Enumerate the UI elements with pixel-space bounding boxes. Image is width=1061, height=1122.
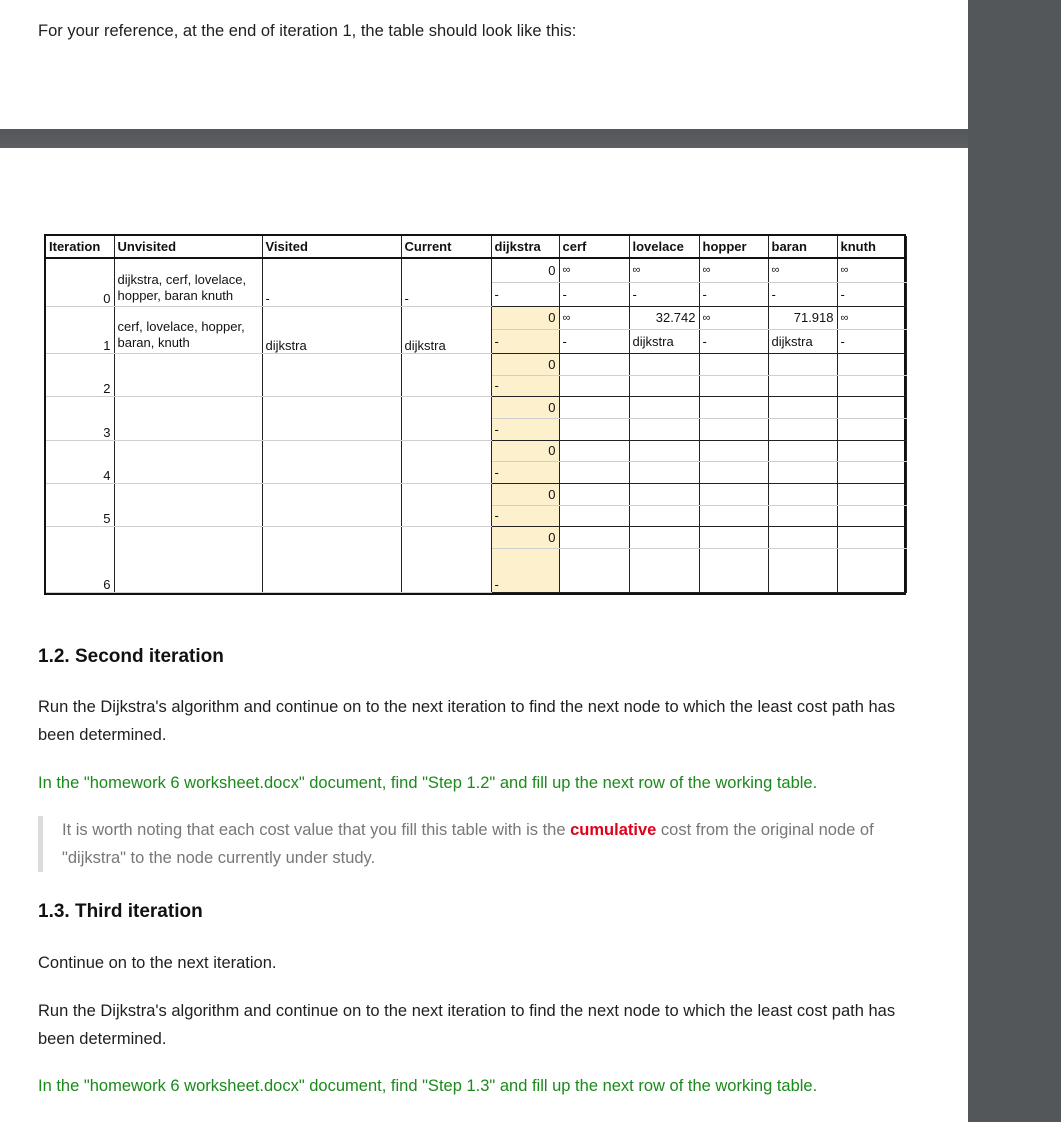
section-2-body: Run the Dijkstra's algorithm and continue on to the next iteration to find the next node to which the least cost path has been determined. xyxy=(38,698,896,744)
section-3-continue: Continue on to the next iteration. xyxy=(38,954,277,972)
section-3-body: Run the Dijkstra's algorithm and continue on to the next iteration to find the next node to which the least cost path has been determined. xyxy=(38,1002,896,1048)
note-text-before: It is worth noting that each cost value that you fill this table with is the xyxy=(62,821,571,839)
unvisited-cell xyxy=(114,440,262,483)
dijkstra-cost: 0 xyxy=(491,483,559,505)
section-heading-2: 1.2. Second iteration xyxy=(38,646,224,667)
current-cell: dijkstra xyxy=(401,306,491,353)
knuth-cost: ∞ xyxy=(837,258,906,282)
header-iteration: Iteration xyxy=(46,236,114,258)
knuth-cost: ∞ xyxy=(837,306,906,330)
table-header-row xyxy=(46,236,906,258)
dijkstra-cost: 0 xyxy=(491,397,559,419)
dijkstra-prev: - xyxy=(491,282,559,306)
unvisited-cell xyxy=(114,306,262,353)
dijkstra-cost: 0 xyxy=(491,440,559,462)
header-knuth: knuth xyxy=(837,236,906,258)
unvisited-line: cerf, lovelace, hopper, xyxy=(117,318,245,334)
table-row xyxy=(46,353,906,375)
lovelace-cost: ∞ xyxy=(629,258,699,282)
iteration-cell: 1 xyxy=(46,306,114,353)
table-row xyxy=(46,440,906,462)
visited-cell xyxy=(262,440,401,483)
dijkstra-prev: - xyxy=(491,375,559,397)
header-hopper: hopper xyxy=(699,236,768,258)
current-cell xyxy=(401,483,491,526)
note-text-after: cost from the original node of "dijkstra" to the node currently under study. xyxy=(62,821,874,867)
unvisited-cell xyxy=(114,483,262,526)
section-heading-3: 1.3. Third iteration xyxy=(38,901,203,922)
unvisited-line: dijkstra, cerf, lovelace, xyxy=(117,271,247,287)
iteration-cell: 0 xyxy=(46,258,114,306)
dijkstra-prev: - xyxy=(491,418,559,440)
iteration-cell: 5 xyxy=(46,483,114,526)
unvisited-cell xyxy=(114,397,262,440)
page-bottom xyxy=(0,148,968,1122)
dijkstra-cost: 0 xyxy=(491,527,559,549)
iteration-cell: 2 xyxy=(46,353,114,396)
dijkstra-prev: - xyxy=(491,549,559,593)
cumulative-note xyxy=(38,816,922,872)
table-row xyxy=(46,258,906,282)
current-cell: - xyxy=(401,258,491,306)
baran-prev: - xyxy=(768,282,837,306)
visited-cell xyxy=(262,353,401,396)
table-row xyxy=(46,527,906,549)
baran-cost: 71.918 xyxy=(768,306,837,330)
unvisited-cell xyxy=(114,258,262,306)
header-cerf: cerf xyxy=(559,236,629,258)
baran-cost: ∞ xyxy=(768,258,837,282)
baran-prev: dijkstra xyxy=(768,330,837,354)
hopper-prev: - xyxy=(699,282,768,306)
header-unvisited: Unvisited xyxy=(114,236,262,258)
knuth-prev: - xyxy=(837,330,906,354)
dijkstra-prev: - xyxy=(491,462,559,484)
dijkstra-prev: - xyxy=(491,505,559,527)
header-baran: baran xyxy=(768,236,837,258)
cerf-prev: - xyxy=(559,282,629,306)
table-row xyxy=(46,397,906,419)
unvisited-line: baran, knuth xyxy=(117,334,190,350)
header-current: Current xyxy=(401,236,491,258)
header-dijkstra: dijkstra xyxy=(491,236,559,258)
dijkstra-cost: 0 xyxy=(491,353,559,375)
hopper-prev: - xyxy=(699,330,768,354)
dijkstra-table xyxy=(44,234,906,595)
dijkstra-cost: 0 xyxy=(491,258,559,282)
lovelace-cost: 32.742 xyxy=(629,306,699,330)
current-cell xyxy=(401,397,491,440)
visited-cell xyxy=(262,483,401,526)
visited-cell xyxy=(262,397,401,440)
section-2-instruction: In the "homework 6 worksheet.docx" document, find "Step 1.2" and fill up the next row of the working table. xyxy=(38,774,818,792)
unvisited-cell xyxy=(114,353,262,396)
header-visited: Visited xyxy=(262,236,401,258)
unvisited-line: hopper, baran knuth xyxy=(117,287,234,303)
note-emphasis: cumulative xyxy=(570,821,657,839)
iteration-cell: 6 xyxy=(46,527,114,593)
cerf-prev: - xyxy=(559,330,629,354)
current-cell xyxy=(401,440,491,483)
lovelace-prev: - xyxy=(629,282,699,306)
header-lovelace: lovelace xyxy=(629,236,699,258)
cerf-cost: ∞ xyxy=(559,258,629,282)
knuth-prev: - xyxy=(837,282,906,306)
visited-cell: - xyxy=(262,258,401,306)
page-top xyxy=(0,0,968,129)
visited-cell xyxy=(262,527,401,593)
iteration-cell: 3 xyxy=(46,397,114,440)
section-3-instruction: In the "homework 6 worksheet.docx" document, find "Step 1.3" and fill up the next row of the working table. xyxy=(38,1077,818,1095)
table-row xyxy=(46,483,906,505)
dijkstra-cost: 0 xyxy=(491,306,559,330)
iteration-cell: 4 xyxy=(46,440,114,483)
hopper-cost: ∞ xyxy=(699,306,768,330)
current-cell xyxy=(401,527,491,593)
page-divider xyxy=(0,129,968,148)
lovelace-prev: dijkstra xyxy=(629,330,699,354)
dijkstra-prev: - xyxy=(491,330,559,354)
visited-cell: dijkstra xyxy=(262,306,401,353)
current-cell xyxy=(401,353,491,396)
table-row xyxy=(46,306,906,330)
cerf-cost: ∞ xyxy=(559,306,629,330)
hopper-cost: ∞ xyxy=(699,258,768,282)
unvisited-cell xyxy=(114,527,262,593)
intro-text: For your reference, at the end of iteration 1, the table should look like this: xyxy=(38,22,577,40)
